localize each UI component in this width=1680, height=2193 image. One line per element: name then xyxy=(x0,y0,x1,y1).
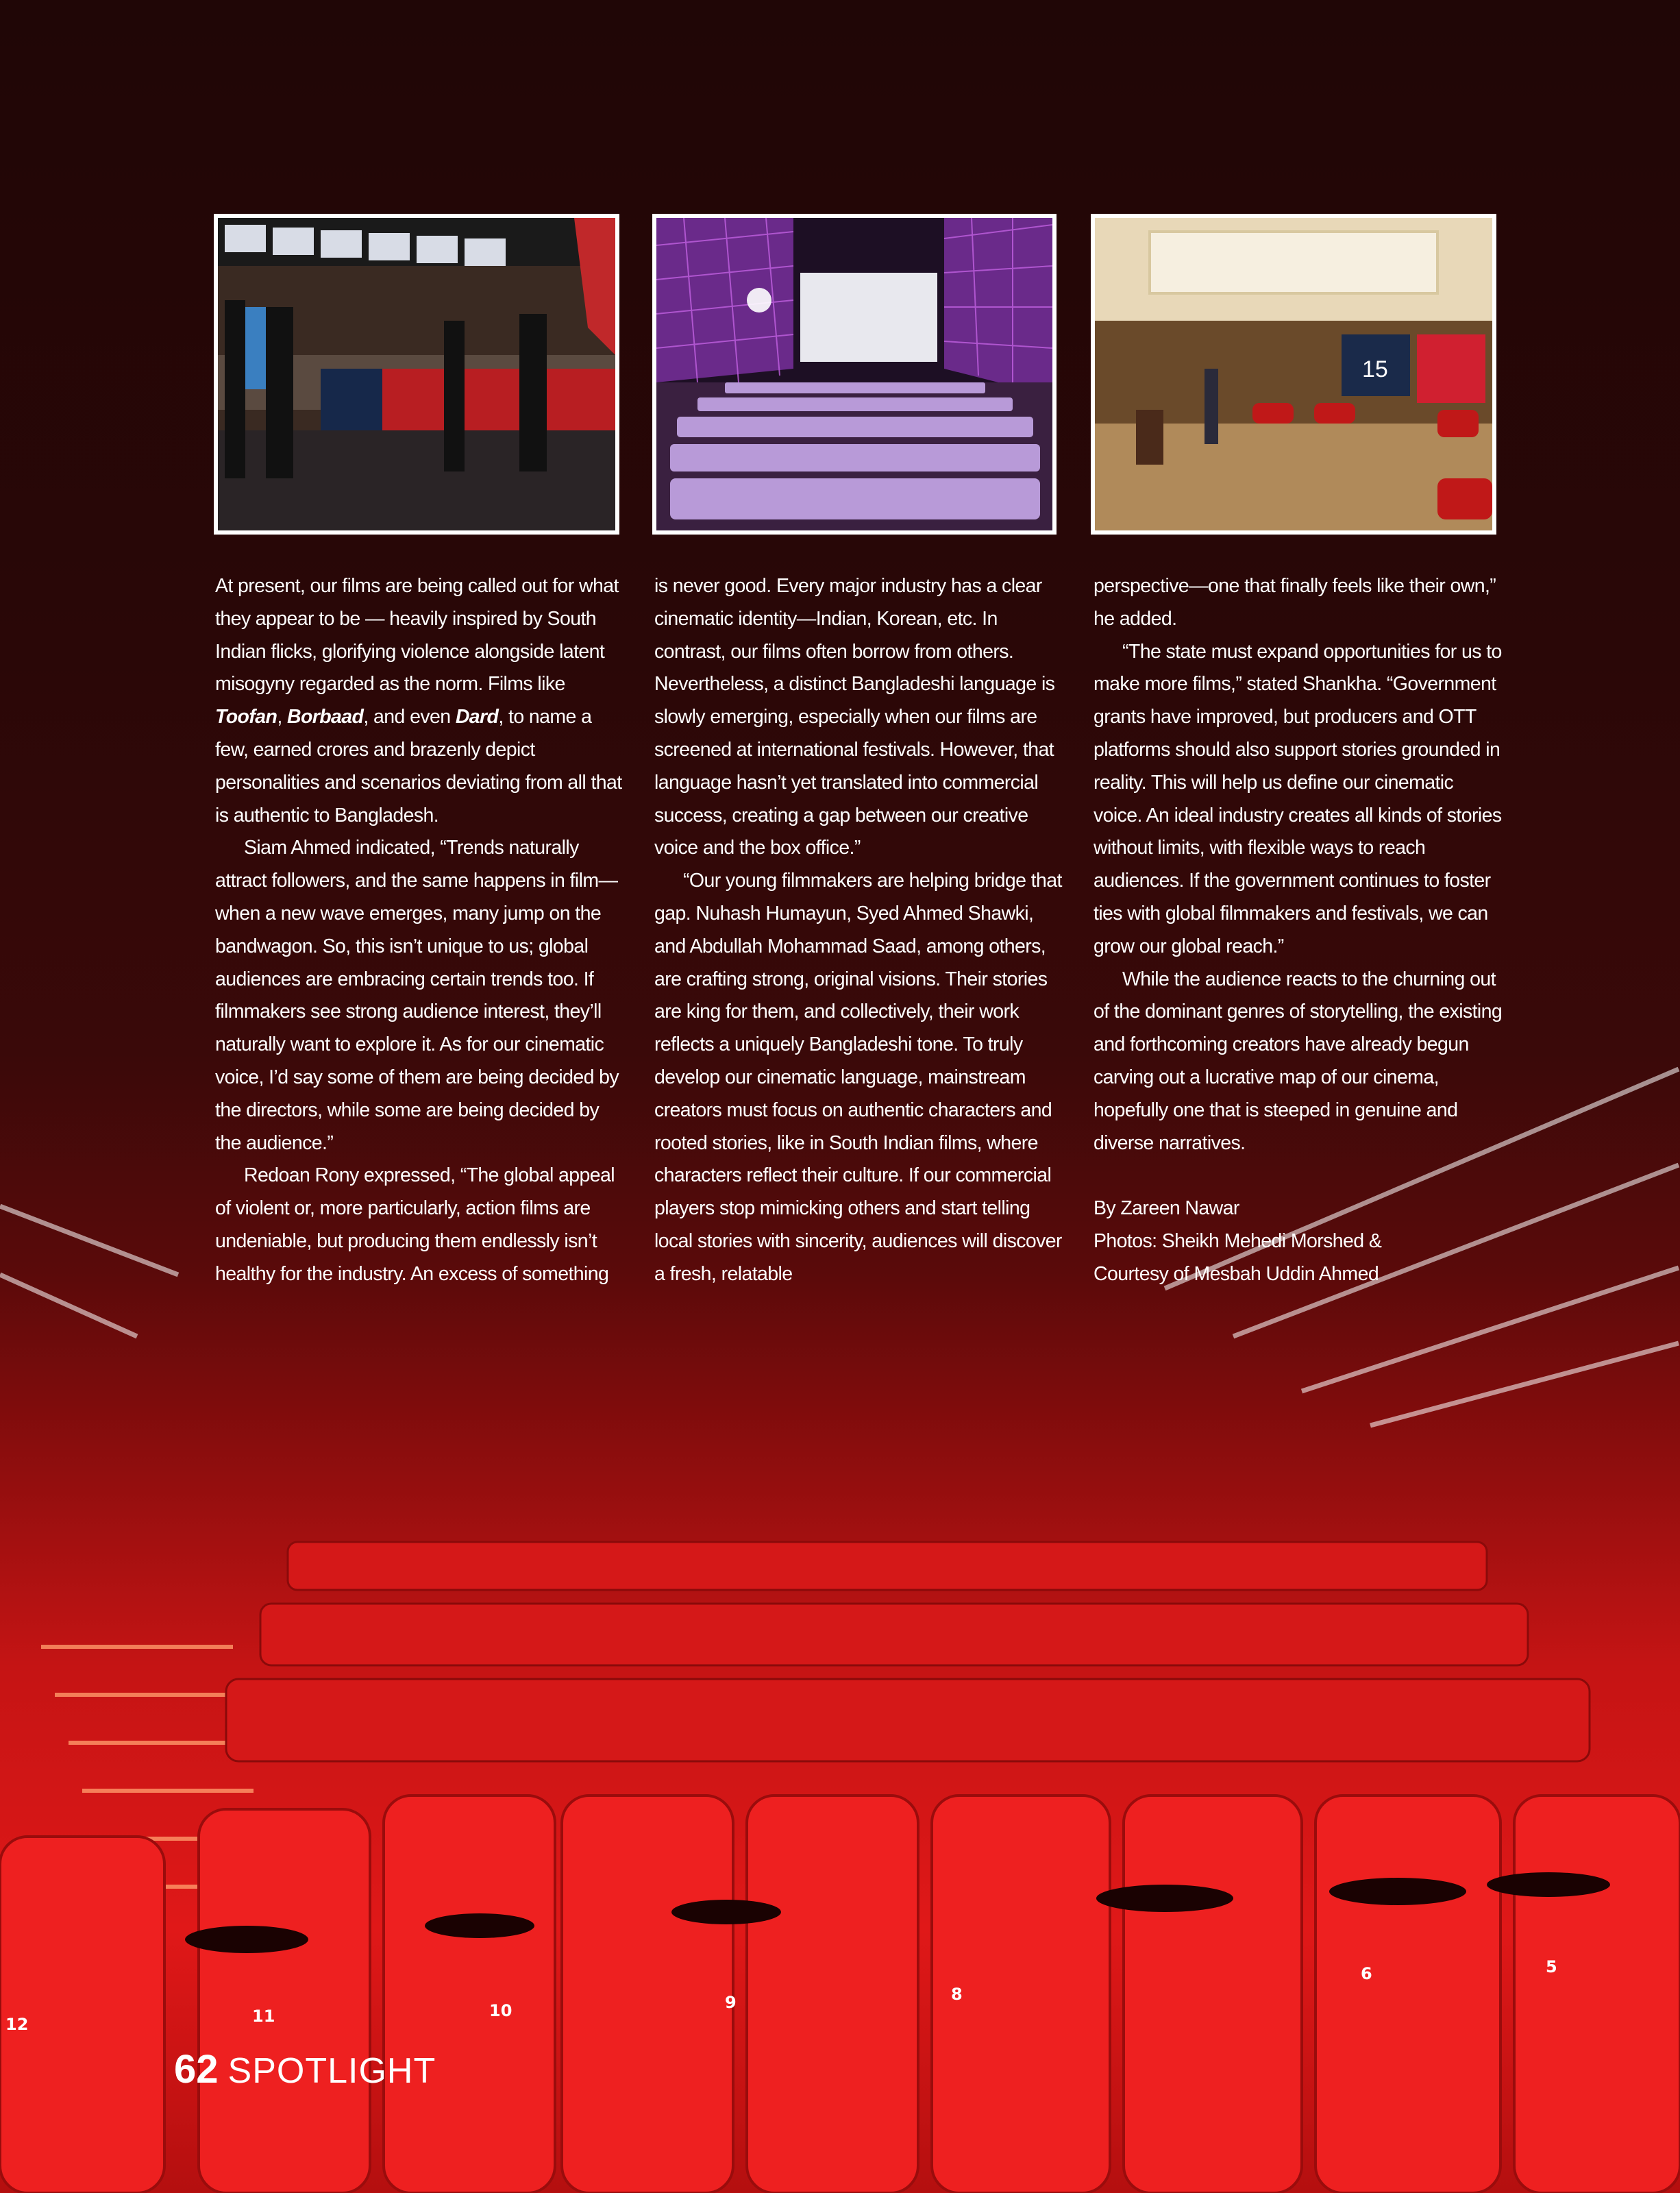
photo-credit: Photos: Sheikh Mehedi Morshed & xyxy=(1094,1229,1382,1252)
seat-number: 5 xyxy=(1546,1957,1557,1976)
paragraph: Redoan Rony expressed, “The global appeal of violent or, more particularly, action films are undeniable, but producing them endlessly isn’t healthy for the industry. An excess of something xyxy=(215,1164,615,1285)
paragraph: “The state must expand opportunities for us to make more films,” stated Shankha. “Government grants have improved, but producers and OTT platforms should also support stories grounded in reality. This will help us define our cinematic voice. An ideal industry creates all kinds of stories without limits, with flexible ways to reach audiences. If the government continues to foster ties with global filmmakers and festivals, we can grow our global reach.” xyxy=(1094,640,1502,957)
film-title: Toofan xyxy=(215,706,277,728)
text-span: , and even xyxy=(363,706,456,728)
lounge-sign-number: 15 xyxy=(1362,356,1388,382)
spacer xyxy=(1094,1160,1505,1192)
byline: By Zareen Nawar xyxy=(1094,1197,1239,1220)
page-number: 62 xyxy=(174,2047,219,2092)
seat-number: 10 xyxy=(489,2001,512,2020)
film-title: Dard xyxy=(455,706,499,728)
text-span: , to name a few, earned crores and brazenly depict personalities and scenarios deviating from all that is authentic to Bangladesh. xyxy=(215,706,622,826)
paragraph: “Our young filmmakers are helping bridge that gap. Nuhash Humayun, Syed Ahmed Shawki, and Abdullah Mohammad Saad, among others, are crafting strong, original visions. Their stories are king for them, and collectively, their work reflects a uniquely Bangladeshi tone. To truly develop our cinematic language, mainstream creators must focus on authentic characters and rooted stories, like in South Indian films, where characters reflect their culture. If our commercial players stop mimicking others and start telling local stories with sincerity, audiences will discover a fresh, relatable xyxy=(654,870,1062,1285)
seat-number: 12 xyxy=(5,2015,29,2034)
article-column-1 xyxy=(215,570,623,1291)
seat-number: 8 xyxy=(951,1985,963,2004)
film-title: Borbaad xyxy=(286,706,364,728)
photo-credit: Courtesy of Mesbah Uddin Ahmed xyxy=(1094,1262,1379,1285)
article-column-2 xyxy=(654,570,1063,1291)
section-name: SPOTLIGHT xyxy=(227,2051,436,2091)
photo-purple-auditorium xyxy=(652,214,1057,535)
paragraph: While the audience reacts to the churning out of the dominant genres of storytelling, the existing and forthcoming creators have already begun carving out a lucrative map of our cinema, hopefully one that is steeped in genuine and diverse narratives. xyxy=(1094,968,1503,1154)
paragraph: is never good. Every major industry has a clear cinematic identity—Indian, Korean, etc. In contrast, our films often borrow from others. Nevertheless, a distinct Bangladeshi language is slowly emerging, especially when our films are screened at international festivals. However, that language hasn’t yet translated into commercial success, creating a gap between our creative voice and the box office.” xyxy=(654,575,1055,859)
photo-concession-counter xyxy=(214,214,619,535)
seat-number: 9 xyxy=(725,1993,737,2012)
paragraph: Siam Ahmed indicated, “Trends naturally attract followers, and the same happens in film—when a new wave emerges, many jump on the bandwagon. So, this isn’t unique to us; global audiences are embracing certain trends too. If filmmakers see strong audience interest, they’ll naturally want to explore it. As for our cinematic voice, I’d say some of them are being decided by the directors, while some are being decided by the audience.” xyxy=(215,837,619,1154)
article-column-3 xyxy=(1094,570,1505,1291)
text-span: At present, our films are being called out for what they appear to be — heavily inspired by South Indian flicks, glorifying violence alongside latent misogyny regarded as the norm. Films like xyxy=(215,575,619,696)
text-span: , xyxy=(277,706,287,728)
paragraph: perspective—one that finally feels like their own,” he added. xyxy=(1094,575,1496,630)
seat-number: 6 xyxy=(1361,1964,1372,1983)
seat-number: 11 xyxy=(252,2007,275,2026)
page-footer xyxy=(174,2046,436,2092)
photo-cinema-lounge xyxy=(1091,214,1496,535)
paragraph xyxy=(215,570,623,832)
